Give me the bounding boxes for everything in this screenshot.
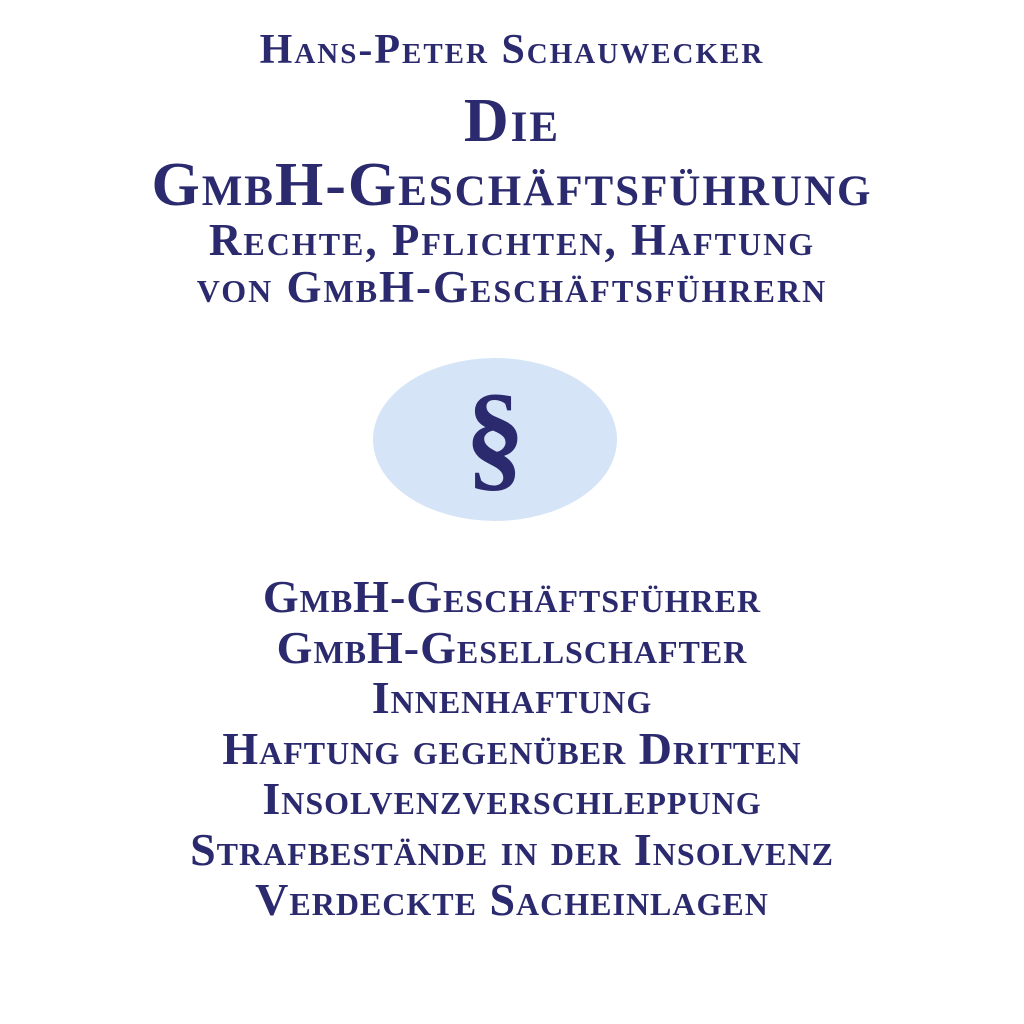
- topic-item: Verdeckte Sacheinlagen: [255, 874, 769, 925]
- title-line-2: GmbH-Geschäftsführung: [151, 151, 873, 219]
- topic-item: GmbH-Gesellschafter: [276, 621, 748, 673]
- topic-item: GmbH-Geschäftsführer: [262, 571, 762, 622]
- subtitle-line-1: Rechte, Pflichten, Haftung: [208, 215, 816, 265]
- topic-item: Insolvenzverschleppung: [262, 773, 762, 824]
- topic-item: Innenhaftung: [371, 672, 653, 723]
- title-line-1: Die: [463, 87, 561, 155]
- topics-list: [0, 572, 1024, 926]
- author-name: Hans-Peter Schauwecker: [259, 27, 765, 73]
- subtitle-line-2: von GmbH-Geschäftsführern: [196, 262, 828, 312]
- topic-item: Haftung gegenüber Dritten: [222, 722, 802, 774]
- section-sign-ellipse: [373, 358, 617, 521]
- topic-item: Strafbestände in der Insolvenz: [190, 823, 834, 875]
- paragraph-section-icon: §: [465, 368, 525, 502]
